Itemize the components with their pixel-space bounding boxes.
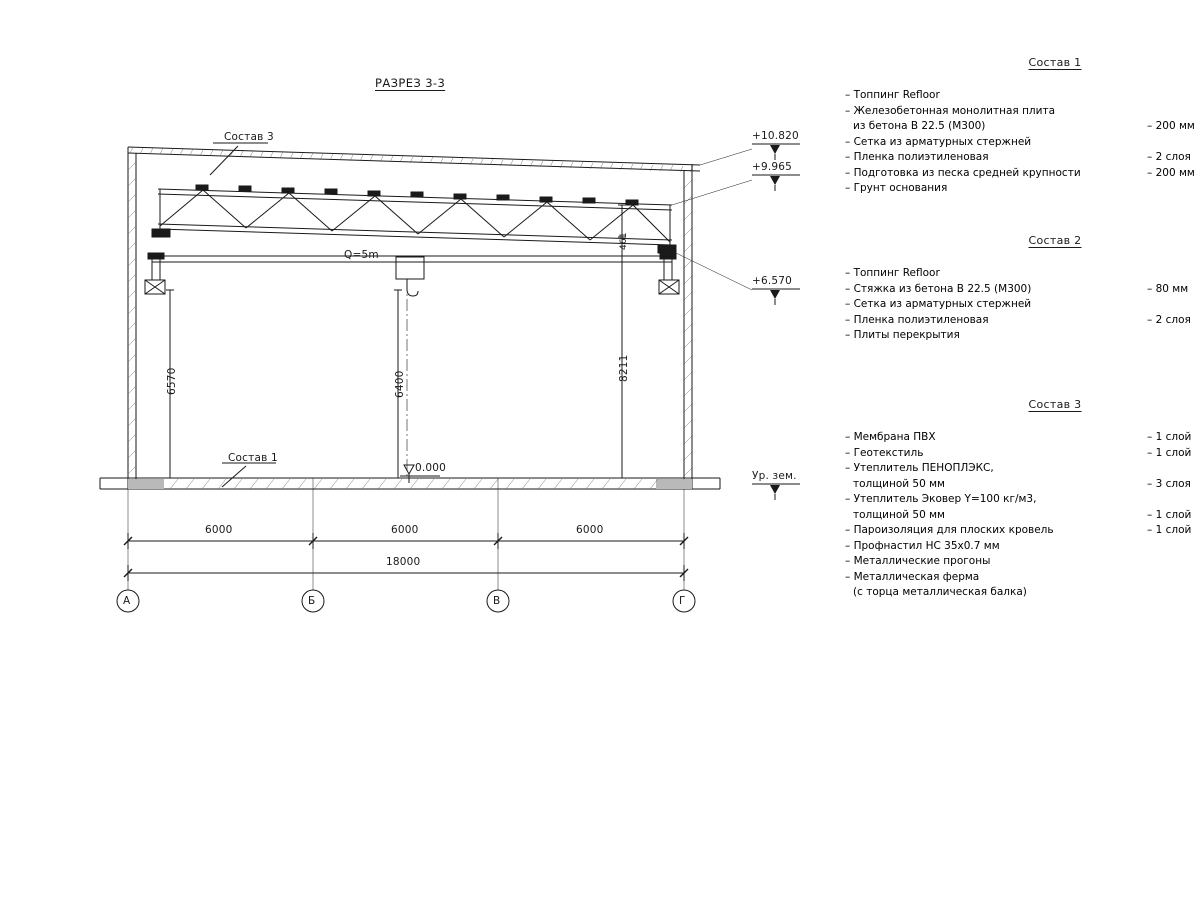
spec-row-text: – Мембрана ПВХ [845, 431, 936, 443]
vertical-dim-6570: 6570 [166, 367, 178, 395]
spec-row-text: – Подготовка из песка средней крупности [845, 166, 1081, 179]
spec-row-text: – Пленка полиэтиленовая [845, 151, 989, 163]
spec-row [845, 477, 1191, 494]
spec-row-text: – Геотекстиль [845, 446, 924, 459]
spec-row [845, 313, 1191, 330]
spec-row [845, 508, 1192, 525]
spec-row-text: – Утеплитель ПЕНОПЛЭКС, [845, 462, 994, 474]
spec-row-value: – 80 мм [1147, 282, 1189, 295]
level-mark-0000: 0.000 [415, 462, 447, 474]
spec-row-value: – 2 слоя [1147, 313, 1191, 326]
spec-row-value: – 3 слоя [1147, 477, 1191, 490]
spec-row-text: – Пленка полиэтиленовая [845, 313, 989, 326]
spec-row [845, 151, 1191, 167]
spec-row-value: – 1 слой [1147, 508, 1192, 521]
spec-row-text: – Железобетонная монолитная плита [845, 104, 1056, 117]
vertical-dim-6400: 6400 [394, 370, 406, 398]
total-dim: 18000 [386, 556, 421, 568]
spec-row [845, 524, 1192, 540]
spec-row [845, 555, 1185, 571]
spec-row-text: – Топпинг Refloor [845, 89, 940, 101]
spec-row [845, 462, 1185, 478]
spec-row-text: (с торца металлическая балка) [853, 586, 1027, 598]
callout-sostav-3: Состав 3 [224, 131, 274, 143]
spec-row-text: – Грунт основания [845, 182, 948, 194]
spec-row [845, 571, 1185, 587]
spec-row-text: – Пароизоляция для плоских кровель [845, 524, 1054, 536]
spec-row [845, 120, 1195, 136]
axis-label-b: Б [308, 595, 316, 607]
vertical-dim-461: 461 [619, 232, 629, 250]
level-mark-10820: +10.820 [752, 130, 799, 142]
spec-block-sostav-2 [845, 234, 1191, 345]
axis-label-g: Г [679, 595, 686, 607]
spec-row-value: – 1 слой [1147, 524, 1192, 536]
crane-capacity-label: Q=5m [344, 249, 379, 261]
spec-block-sostav-3 [845, 398, 1192, 602]
spec-row-text: – Профнастил НС 35х0.7 мм [845, 539, 1000, 552]
spec-row [845, 431, 1192, 447]
spec-row-text: – Плиты перекрытия [845, 329, 960, 341]
spec-row-text: – Сетка из арматурных стержней [845, 298, 1032, 310]
span-dim-2: 6000 [391, 524, 419, 536]
spec-row-text: из бетона В 22.5 (М300) [853, 120, 986, 132]
spec-row-text: – Металлическая ферма [845, 570, 980, 583]
spec-title-1: Состав 1 [1028, 56, 1082, 69]
spec-title-3: Состав 3 [1028, 398, 1082, 411]
spec-row-value: – 200 мм [1147, 120, 1195, 132]
spec-row [845, 136, 1185, 152]
spec-row [845, 105, 1185, 121]
spec-row [845, 182, 1185, 198]
spec-row [845, 89, 1185, 105]
spec-block-sostav-1 [845, 56, 1195, 198]
spec-row-value: – 1 слой [1147, 446, 1192, 459]
axis-label-v: В [493, 595, 501, 607]
spec-row [845, 493, 1185, 509]
spec-row-text: – Топпинг Refloor [845, 267, 940, 279]
spec-row-value: – 2 слоя [1147, 151, 1191, 163]
level-mark-6570: +6.570 [752, 275, 793, 287]
spec-row-text: толщиной 50 мм [853, 508, 945, 521]
spec-row [845, 586, 1185, 602]
level-mark-9965: +9.965 [752, 161, 793, 173]
spec-row [845, 446, 1192, 463]
spec-row [845, 166, 1195, 183]
vertical-dim-8211: 8211 [618, 354, 630, 382]
level-mark-ground: Ур. зем. [752, 470, 797, 482]
spec-row [845, 540, 1185, 556]
spec-row-value: – 1 слой [1147, 431, 1192, 443]
axis-label-a: А [123, 595, 131, 607]
spec-row-text: – Металлические прогоны [845, 555, 991, 567]
spec-row [845, 298, 1185, 314]
spec-row-text: – Сетка из арматурных стержней [845, 135, 1032, 148]
spec-row-text: – Утеплитель Эковер Y=100 кг/м3, [845, 493, 1037, 505]
span-dim-1: 6000 [205, 524, 233, 536]
span-dim-3: 6000 [576, 524, 604, 536]
spec-row-value: – 200 мм [1147, 166, 1195, 179]
spec-row [845, 282, 1189, 299]
spec-row [845, 267, 1185, 283]
spec-row-text: – Стяжка из бетона В 22.5 (М300) [845, 282, 1032, 295]
section-title: РАЗРЕЗ 3-3 [375, 76, 446, 90]
spec-row [845, 329, 1185, 345]
spec-row-text: толщиной 50 мм [853, 477, 945, 490]
callout-sostav-1: Состав 1 [228, 452, 278, 464]
spec-title-2: Состав 2 [1028, 234, 1082, 247]
